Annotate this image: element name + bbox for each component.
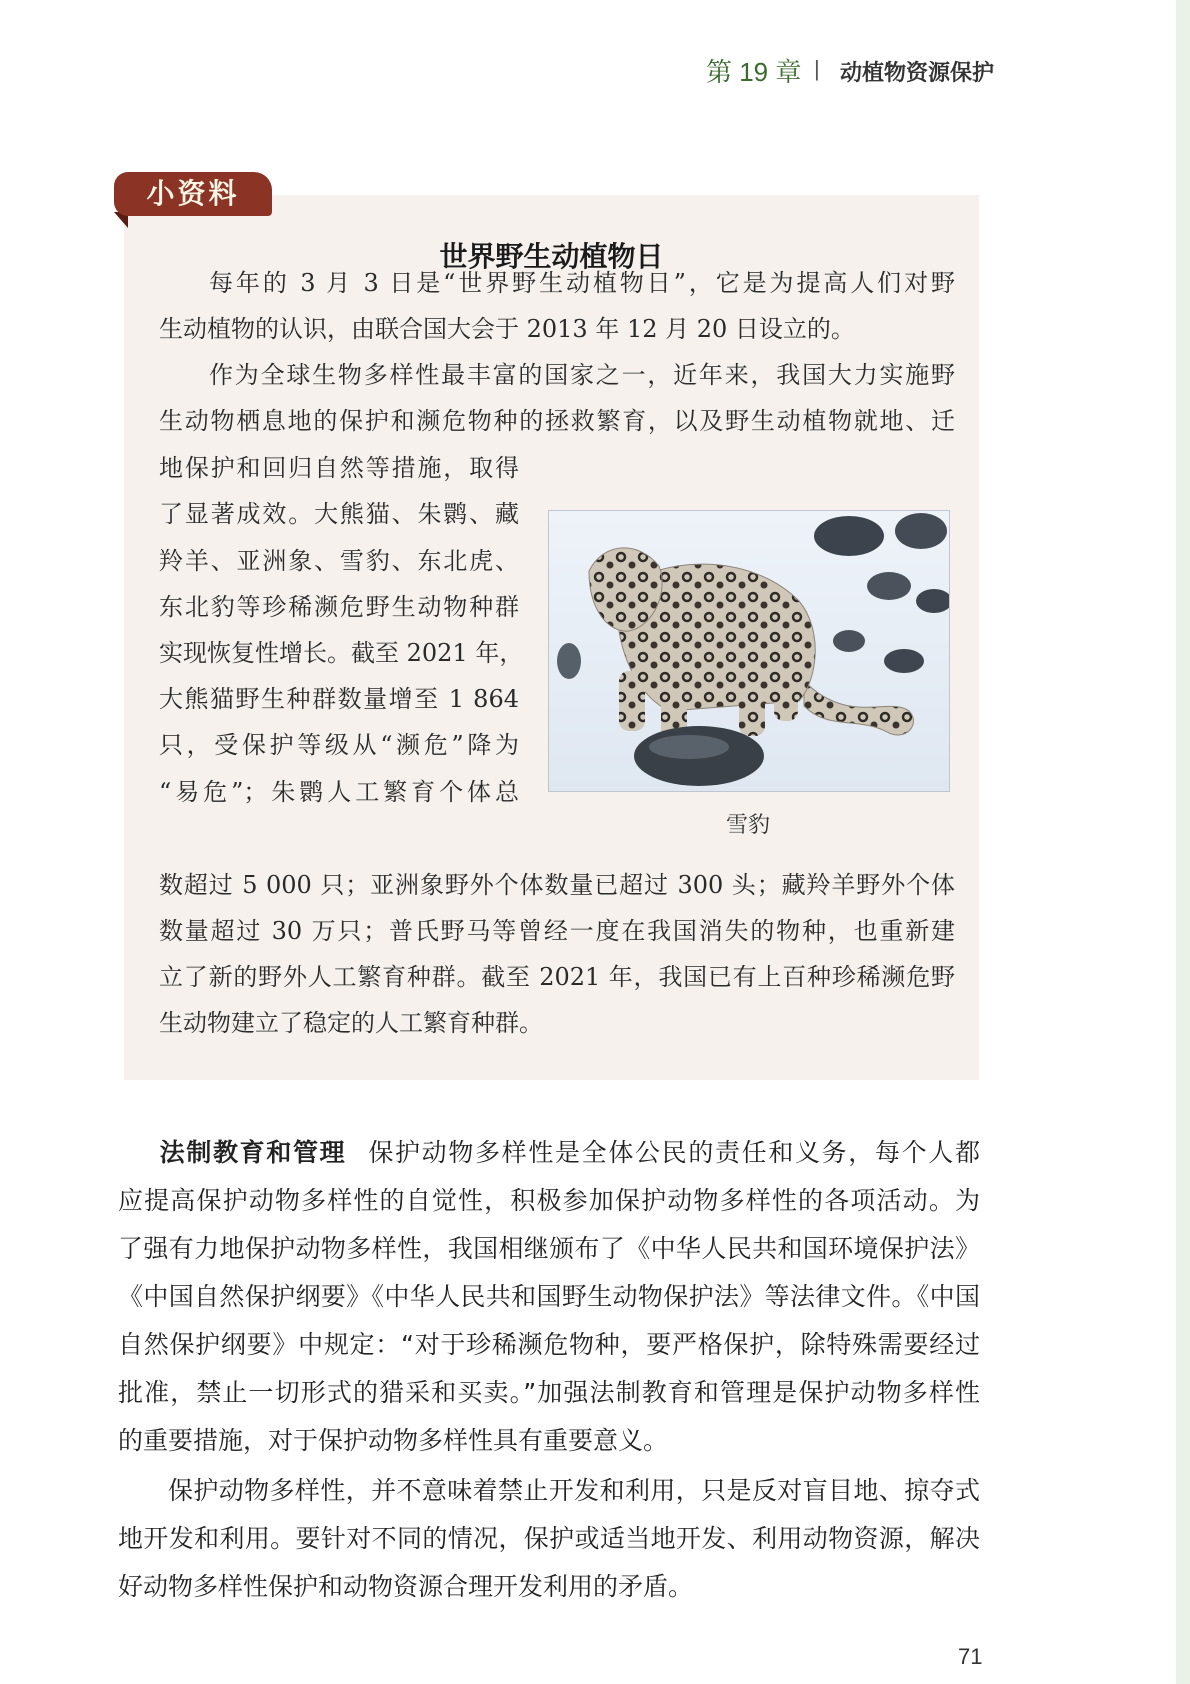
body-line: 自然保护纲要》中规定：“对于珍稀濒危物种，要严格保护，除特殊需要经过 <box>118 1330 980 1359</box>
body-line <box>118 1136 980 1170</box>
info-line: 生动物建立了稳定的人工繁育种群。 <box>159 1009 543 1037</box>
page-number: 71 <box>958 1644 983 1669</box>
info-line: 立了新的野外人工繁育种群。截至 2021 年，我国已有上百种珍稀濒危野 <box>159 963 955 991</box>
chapter-number: 第 19 章 <box>706 57 802 87</box>
info-line: 生动植物的认识，由联合国大会于 2013 年 12 月 20 日设立的。 <box>159 315 855 343</box>
body-line: 好动物多样性保护和动物资源合理开发利用的矛盾。 <box>118 1572 694 1601</box>
info-line: 作为全球生物多样性最丰富的国家之一，近年来，我国大力实施野 <box>209 361 955 389</box>
info-line: 了显著成效。大熊猫、朱鹮、藏 <box>159 500 519 528</box>
info-box-title: 世界野生动植物日 <box>439 240 664 273</box>
body-line: 批准，禁止一切形式的猎采和买卖。”加强法制教育和管理是保护动物多样性 <box>118 1378 980 1407</box>
body-line: 的重要措施，对于保护动物多样性具有重要意义。 <box>118 1426 669 1455</box>
info-line: 只，受保护等级从“濒危”降为 <box>159 731 519 759</box>
info-line: 每年的 3 月 3 日是“世界野生动植物日”，它是为提高人们对野 <box>209 269 955 297</box>
info-line: 数量超过 30 万只；普氏野马等曾经一度在我国消失的物种，也重新建 <box>159 917 955 945</box>
info-line: “易危”；朱鹮人工繁育个体总 <box>159 778 519 806</box>
info-line: 数超过 5 000 只；亚洲象野外个体数量已超过 300 头；藏羚羊野外个体 <box>159 871 955 899</box>
tab-label: 小资料 <box>146 177 240 210</box>
info-line: 实现恢复性增长。截至 2021 年， <box>159 639 524 667</box>
body-line: 《中国自然保护纲要》《中华人民共和国野生动物保护法》等法律文件。《中国 <box>118 1282 980 1311</box>
body-line: 保护动物多样性，并不意味着禁止开发和利用，只是反对盲目地、掠夺式 <box>168 1476 980 1505</box>
info-line: 生动物栖息地的保护和濒危物种的拯救繁育，以及野生动植物就地、迁 <box>159 407 955 435</box>
paragraph-keyword: 法制教育和管理 <box>158 1138 347 1167</box>
body-line: 了强有力地保护动物多样性，我国相继颁布了《中华人民共和国环境保护法》 <box>118 1234 980 1263</box>
snow-leopard-photo <box>548 510 950 792</box>
info-line: 东北豹等珍稀濒危野生动物种群 <box>159 593 519 621</box>
body-text: 保护动物多样性是全体公民的责任和义务，每个人都 <box>368 1138 980 1167</box>
photo-caption: 雪豹 <box>725 813 770 838</box>
info-box-tab <box>114 172 274 230</box>
body-line: 应提高保护动物多样性的自觉性，积极参加保护动物多样性的各项活动。为 <box>118 1186 980 1215</box>
chapter-title: 动植物资源保护 <box>840 61 995 86</box>
info-line: 地保护和回归自然等措施，取得 <box>159 454 519 482</box>
info-line: 羚羊、亚洲象、雪豹、东北虎、 <box>159 547 519 575</box>
header-separator: | <box>814 56 820 81</box>
page-edge-strip <box>1176 0 1190 1684</box>
body-line: 地开发和利用。要针对不同的情况，保护或适当地开发、利用动物资源，解决 <box>118 1524 980 1553</box>
info-line: 大熊猫野生种群数量增至 1 864 <box>159 685 519 713</box>
running-header <box>0 52 1190 92</box>
